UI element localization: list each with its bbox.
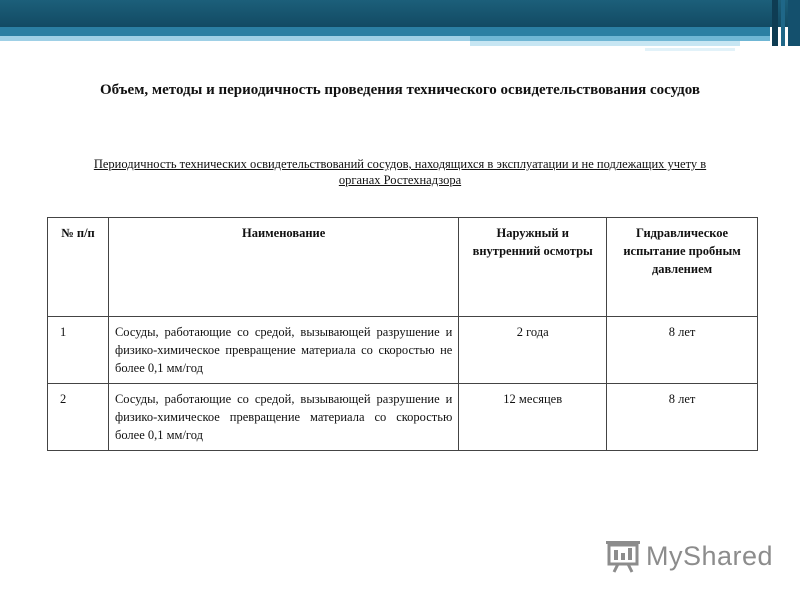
header-inspection: Наружный и внутренний осмотры [459, 218, 607, 317]
header-num: № п/п [48, 218, 109, 317]
watermark-logo [604, 536, 774, 576]
page-subtitle: Периодичность технических освидетельствований сосудов, находящихся в эксплуатации и не подлежащих учету в органах Ростехнадзора [93, 157, 707, 187]
cell-hydro: 8 лет [607, 384, 758, 451]
header-accent-bar [772, 0, 778, 46]
header-name: Наименование [108, 218, 458, 317]
cell-num: 1 [48, 317, 109, 384]
cell-inspection: 2 года [459, 317, 607, 384]
cell-name: Сосуды, работающие со средой, вызывающей разрушение и физико-химическое превращение материала со скоростью более 0,1 мм/год [108, 384, 458, 451]
header-stripe [470, 41, 740, 46]
header-band-base [0, 0, 800, 27]
header-accent-bar [781, 0, 785, 46]
watermark-logo-text: MyShared [646, 540, 774, 571]
page-title: Объем, методы и периодичность проведения технического освидетельствования сосудов [100, 82, 700, 98]
header-stripe [645, 48, 735, 51]
header-stripe [0, 27, 770, 36]
header-band [0, 0, 800, 60]
cell-name: Сосуды, работающие со средой, вызывающей разрушение и физико-химическое превращение материала со скоростью не более 0,1 мм/год [108, 317, 458, 384]
header-accent-bar [788, 0, 800, 46]
table-header-row [48, 218, 758, 317]
inspection-table [47, 217, 758, 451]
cell-hydro: 8 лет [607, 317, 758, 384]
presentation-board-icon [604, 538, 642, 574]
table-row [48, 317, 758, 384]
header-stripe [0, 36, 470, 41]
table-row [48, 384, 758, 451]
header-hydro: Гидравлическое испытание пробным давлением [607, 218, 758, 317]
cell-num: 2 [48, 384, 109, 451]
cell-inspection: 12 месяцев [459, 384, 607, 451]
